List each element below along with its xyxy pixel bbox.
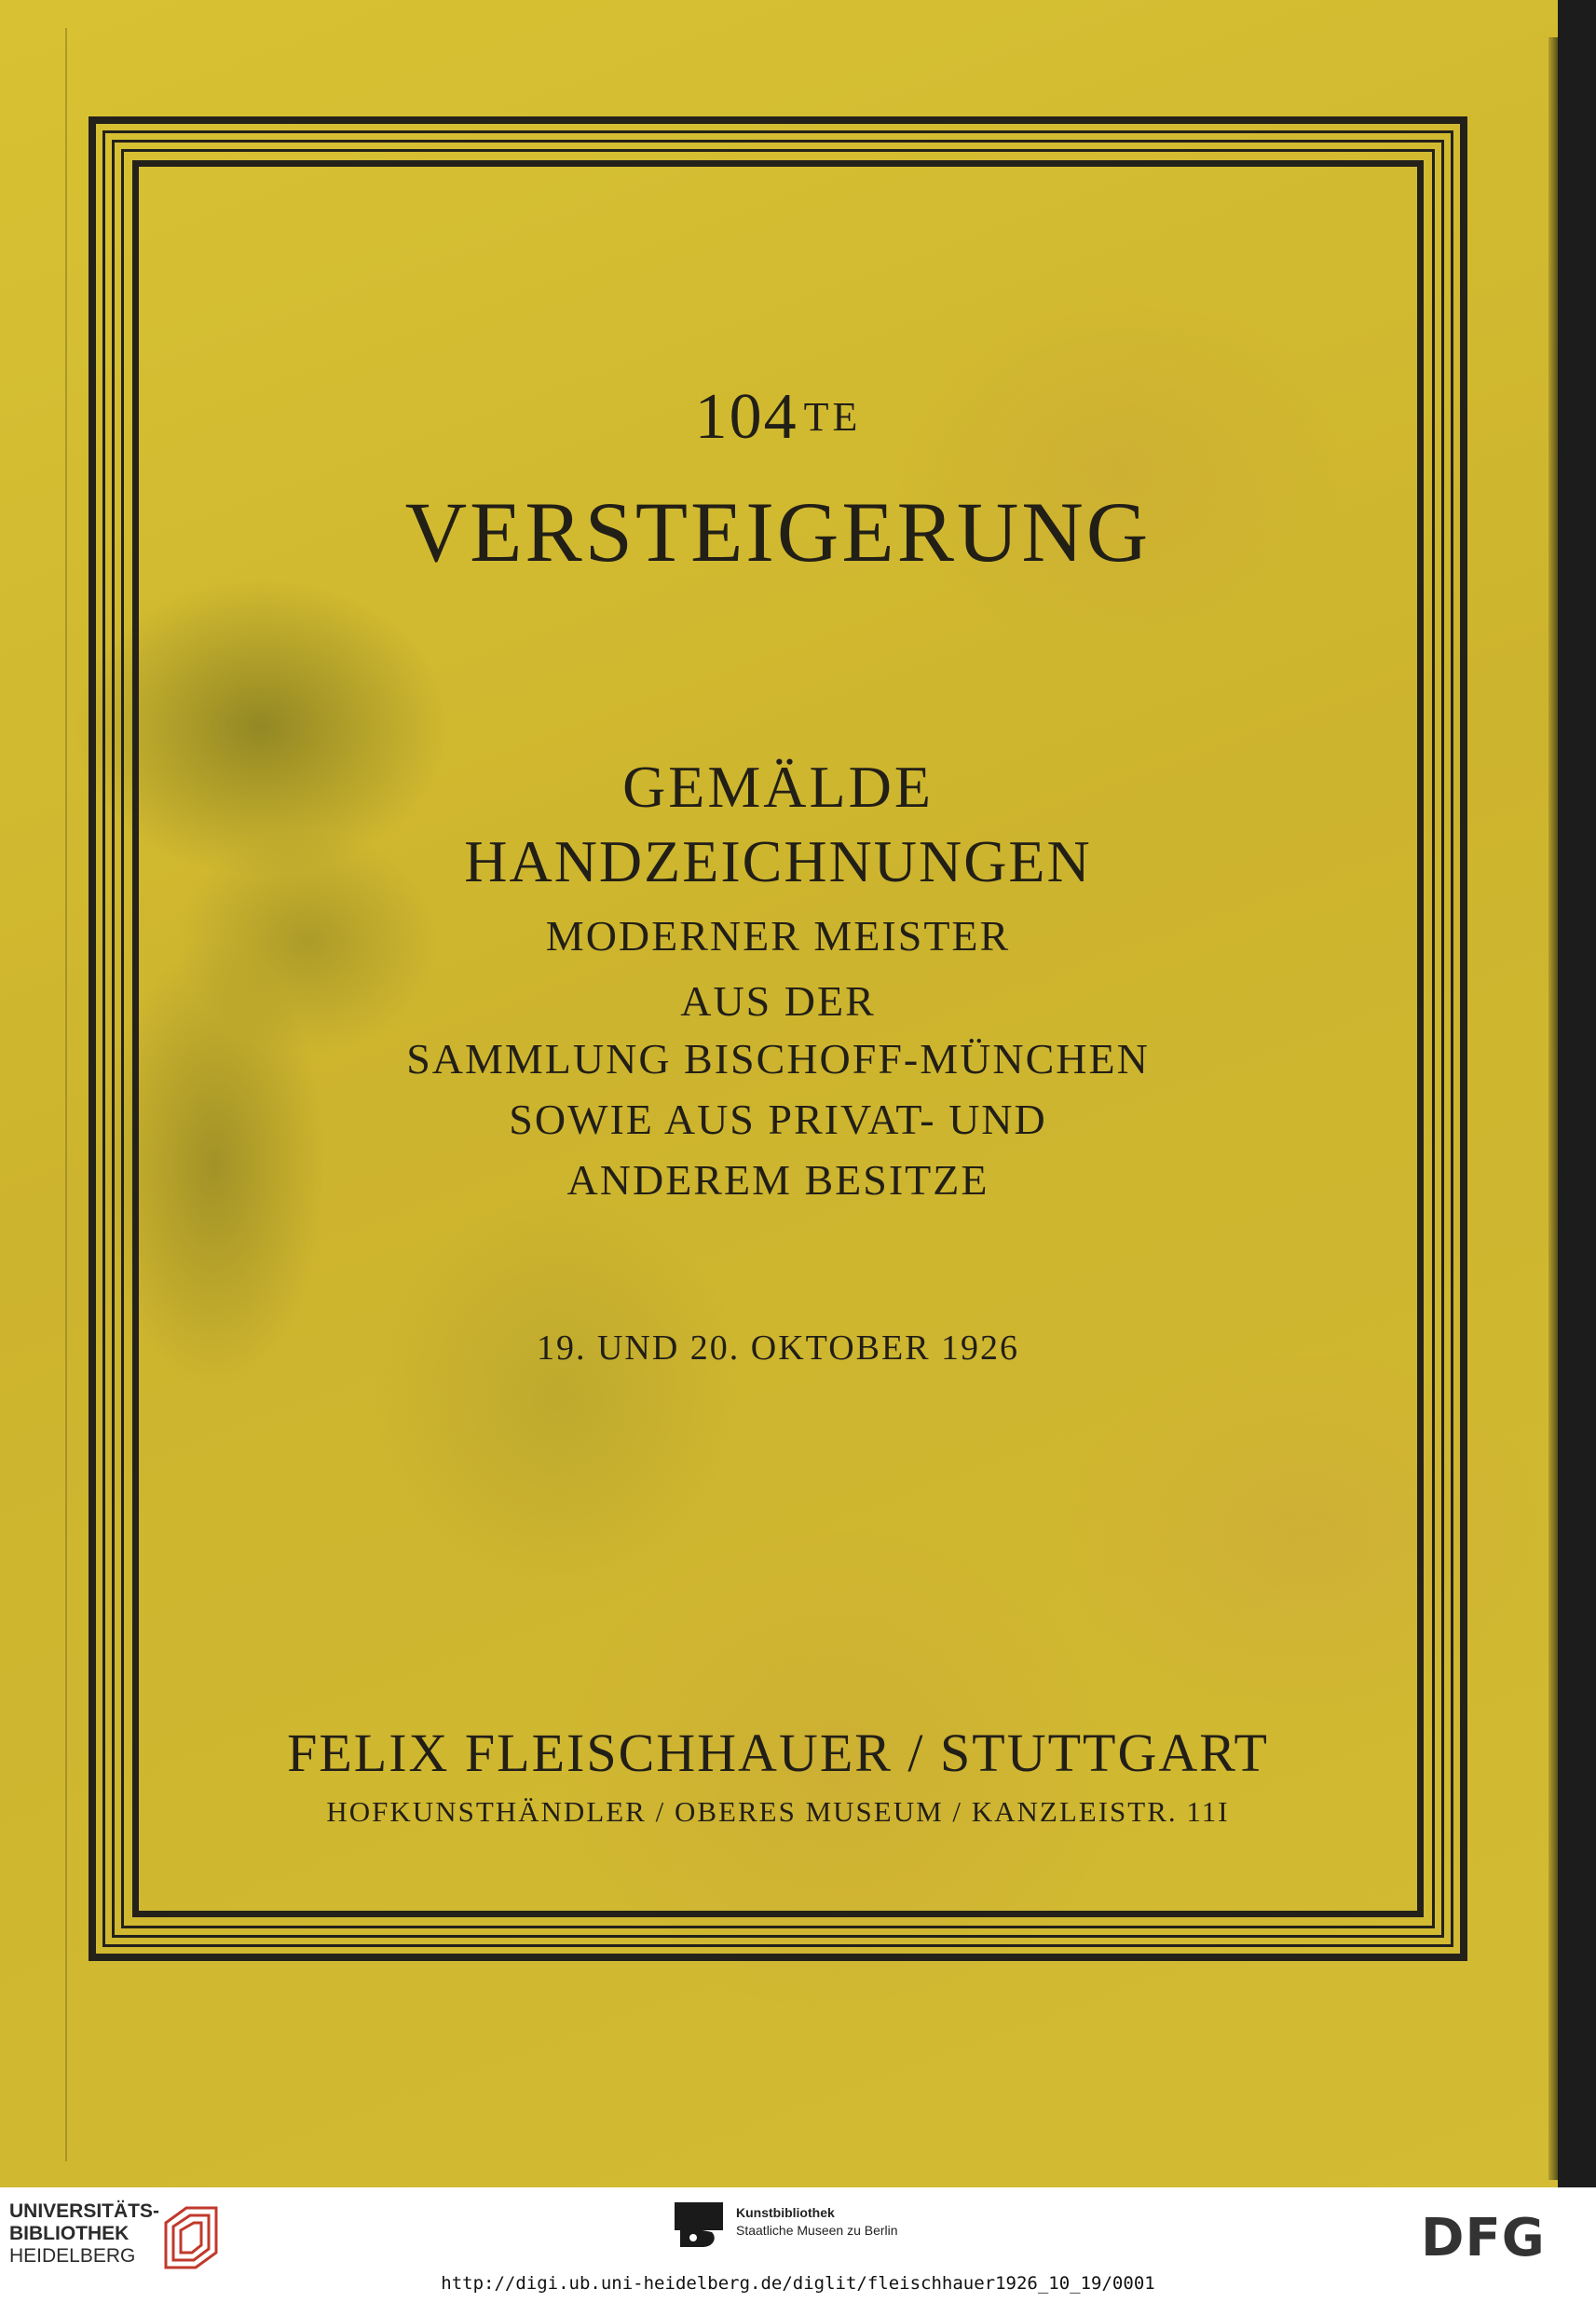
subtitle-line: AUS DER	[680, 977, 876, 1025]
kunstbibliothek-sub: Staatliche Museen zu Berlin	[736, 2223, 898, 2238]
dfg-logo[interactable]: DFG	[1421, 2208, 1546, 2268]
auction-number-suffix: TE	[803, 394, 862, 440]
page-edge	[1548, 37, 1558, 2180]
library-name-line: HEIDELBERG	[9, 2245, 136, 2267]
subtitle-line: SOWIE AUS PRIVAT- UND	[509, 1096, 1047, 1143]
heidelberg-library-logo-icon[interactable]	[158, 2199, 224, 2269]
subtitle-line: SAMMLUNG BISCHOFF-MÜNCHEN	[406, 1035, 1150, 1083]
auction-house: FELIX FLEISCHHAUER / STUTTGART	[287, 1723, 1269, 1783]
subtitle-line: ANDEREM BESITZE	[566, 1156, 989, 1204]
library-name-line: BIBLIOTHEK	[9, 2223, 130, 2244]
auction-number	[136, 380, 1420, 455]
subtitle-line: MODERNER MEISTER	[545, 912, 1011, 960]
library-name[interactable]	[9, 2200, 159, 2268]
auction-date: 19. UND 20. OKTOBER 1926	[536, 1328, 1020, 1368]
cover-title: VERSTEIGERUNG	[404, 484, 1152, 579]
library-name-line: UNIVERSITÄTS-	[9, 2200, 160, 2222]
kunstbibliothek-label[interactable]	[736, 2204, 898, 2240]
category-line: HANDZEICHNUNGEN	[464, 828, 1092, 894]
kunstbibliothek-logo-icon[interactable]	[675, 2202, 723, 2251]
spine-crease	[65, 28, 67, 2161]
kunstbibliothek-name: Kunstbibliothek	[736, 2205, 835, 2220]
permalink-url[interactable]: http://digi.ub.uni-heidelberg.de/diglit/fleischhauer1926_10_19/0001	[441, 2273, 1155, 2294]
auction-house-address: HOFKUNSTHÄNDLER / OBERES MUSEUM / KANZLEISTR. 11I	[326, 1795, 1230, 1828]
auction-number-value: 104	[694, 381, 798, 453]
category-line: GEMÄLDE	[622, 754, 934, 820]
